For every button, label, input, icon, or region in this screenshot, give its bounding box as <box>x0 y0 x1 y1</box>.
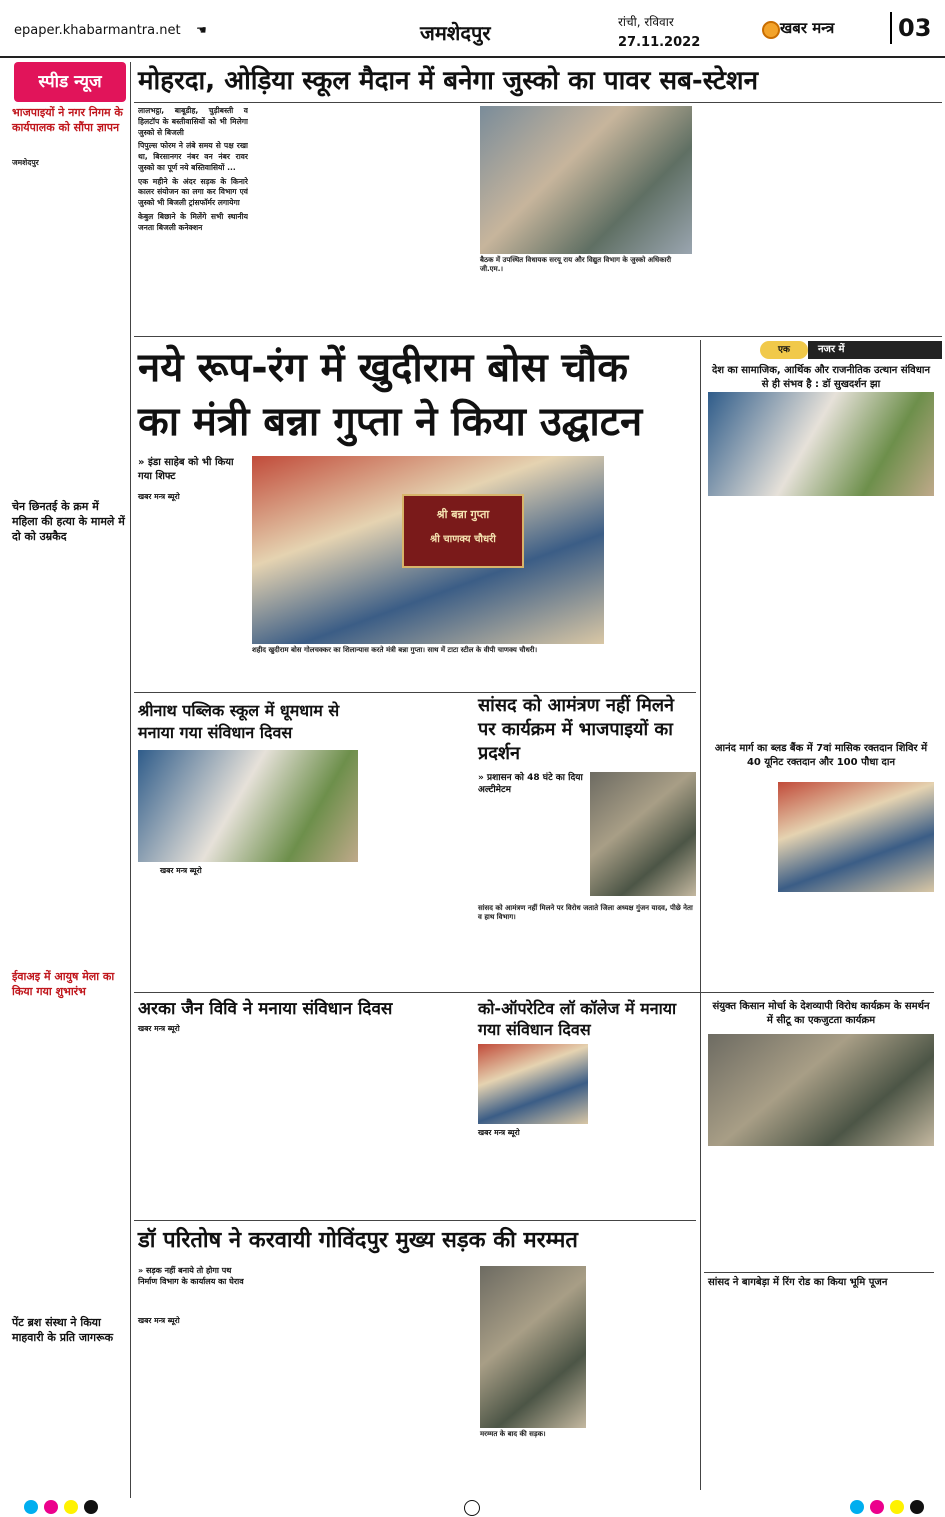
divider <box>134 1220 696 1221</box>
arka-body-col-2 <box>250 1040 356 1102</box>
lead-body-col-2 <box>252 106 362 332</box>
print-registration-bar <box>0 1498 945 1517</box>
left-headline-4: पेंट ब्रश संस्था ने किया माहवारी के प्रति जागरूक <box>12 1316 114 1344</box>
nazar-photo <box>708 392 934 496</box>
lead-bullets <box>138 106 248 236</box>
sansad-body-col-1 <box>478 820 586 904</box>
registration-dot-icon <box>64 1500 78 1514</box>
shrinath-photo <box>138 750 358 862</box>
left-column-text-2 <box>12 556 126 956</box>
edition-date: 27.11.2022 <box>618 35 701 50</box>
nazar-label: नजर में <box>808 341 942 359</box>
baghbera-body <box>708 1294 934 1490</box>
khudiram-body-col-2 <box>252 664 362 688</box>
khudiram-subhead: » इंडा साहेब को भी किया गया शिफ्ट <box>138 457 234 482</box>
inauguration-plaque <box>402 494 524 568</box>
divider <box>704 1272 934 1273</box>
divider <box>700 340 701 1490</box>
paritosh-headline: डॉ परितोष ने करवायी गोविंदपुर मुख्य सड़क की मरम्मत <box>138 1228 578 1253</box>
paritosh-subhead: » सड़क नहीं बनाये तो होगा पथ निर्माण विभाग के कार्यालय का घेराव <box>138 1266 244 1286</box>
shrinath-byline: खबर मन्त्र ब्यूरो <box>160 866 202 875</box>
arka-headline: अरका जैन विवि ने मनाया संविधान दिवस <box>138 999 393 1019</box>
masthead <box>0 0 945 58</box>
khudiram-body-col-1 <box>138 508 248 664</box>
kisan-headline: संयुक्त किसान मोर्चा के देशव्यापी विरोध कार्यक्रम के समर्थन में सीटू का एकजुटता कार्यक्रम <box>712 1001 930 1026</box>
arka-body-col-3 <box>360 1076 470 1216</box>
paritosh-body-col-4 <box>590 1266 696 1486</box>
sansad-body-col-3 <box>590 922 696 988</box>
lead-body-col-7 <box>816 106 936 332</box>
site-url[interactable]: epaper.khabarmantra.net <box>14 23 181 38</box>
arka-body-col-1 <box>138 1040 246 1216</box>
registration-dot-icon <box>850 1500 864 1514</box>
registration-dot-icon <box>84 1500 98 1514</box>
edition-city: जमशेदपुर <box>420 21 491 45</box>
lead-body-col-6 <box>698 106 810 332</box>
khudiram-byline: खबर मन्त्र ब्यूरो <box>138 492 180 501</box>
divider <box>134 102 942 103</box>
paritosh-body-col-1 <box>138 1330 248 1486</box>
page-number: 03 <box>890 12 931 44</box>
divider <box>134 692 696 693</box>
coop-body-col-2 <box>590 1044 696 1216</box>
speed-news-badge: स्पीड न्यूज <box>14 62 126 102</box>
paritosh-photo-caption: मरम्मत के बाद की सड़क। <box>480 1430 546 1438</box>
lead-body-col-4 <box>480 278 584 332</box>
khudiram-headline-2: का मंत्री बन्ना गुप्ता ने किया उद्घाटन <box>138 399 643 445</box>
left-headline-3: ईवाअइ में आयुष मेला का किया गया शुभारंभ <box>12 970 115 998</box>
sansad-photo-caption: सांसद को आमंत्रण नहीं मिलने पर विरोध जताते जिला अध्यक्ष गुंजन यादव, पीछे नेता व हाथ विभाग। <box>478 904 693 922</box>
plaque-name-1: श्री बन्ना गुप्ता <box>436 508 490 521</box>
left-headline-2: चेन छिनतई के क्रम में महिला की हत्या के मामले में दो को उम्रकैद <box>12 500 125 543</box>
divider <box>134 336 942 337</box>
shrinath-body-col-1 <box>138 878 248 988</box>
divider <box>134 992 934 993</box>
lead-bullet: एक महीने के अंदर सड़क के किनारे कालर संयोजन का लगा कर विभाग एवं जुस्को भी बिजली ट्रांसफॉर्मर लगायेगा <box>138 176 248 208</box>
paritosh-body-col-2 <box>252 1266 362 1486</box>
registration-dot-icon <box>24 1500 38 1514</box>
ek-nazar-tag: एक <box>760 341 808 359</box>
lead-photo-caption: बैठक में उपस्थित विधायक सरयू राय और विद्युत विभाग के जुस्को अधिकारी जी.एम.। <box>480 256 672 274</box>
coop-byline: खबर मन्त्र ब्यूरो <box>478 1128 520 1137</box>
arka-byline: खबर मन्त्र ब्यूरो <box>138 1024 180 1033</box>
lead-bullet: लालभट्ठा, बाबूडीह, चुड़ीबस्ती व हिलटॉप के बस्तीवासियों को भी मिलेगा जुस्को से बिजली <box>138 106 248 137</box>
anand-headline: आनंद मार्ग का ब्लड बैंक में 7वां मासिक रक्तदान शिविर में 40 यूनिट रक्तदान और 100 पौधा दान <box>714 743 928 768</box>
paritosh-body-col-3 <box>366 1266 476 1486</box>
khudiram-headline-1: नये रूप-रंग में खुदीराम बोस चौक <box>138 345 628 391</box>
sansad-headline: सांसद को आमंत्रण नहीं मिलने पर कार्यक्रम में भाजपाइयों का प्रदर्शन <box>478 695 675 764</box>
lead-body-col-5 <box>588 278 692 332</box>
anand-body-col-1 <box>708 782 774 892</box>
registration-crosshair-icon <box>464 1500 480 1516</box>
divider <box>130 62 131 1498</box>
left-column-text-4 <box>12 1352 126 1492</box>
anand-photo <box>778 782 934 892</box>
shrinath-body-col-2 <box>252 878 358 988</box>
paritosh-photo <box>480 1266 586 1428</box>
left-column-text-3 <box>12 1010 126 1310</box>
lead-body-col-1 <box>138 240 248 332</box>
sansad-photo <box>590 772 696 896</box>
sansad-body-col-2 <box>478 922 586 988</box>
edition-place-day: रांची, रविवार <box>618 15 674 29</box>
khudiram-body-col-3 <box>366 664 476 688</box>
shrinath-body-col-3 <box>362 700 472 988</box>
shrinath-headline: श्रीनाथ पब्लिक स्कूल में धूमधाम से मनाया गया संविधान दिवस <box>138 701 340 742</box>
brand-logo-icon <box>762 21 780 39</box>
registration-dot-icon <box>910 1500 924 1514</box>
cursor-icon: ☚ <box>196 23 207 37</box>
lead-photo <box>480 106 692 254</box>
coop-body-col-1 <box>478 1144 586 1216</box>
arka-body-col-4 <box>250 1106 356 1216</box>
brand-name: खबर मन्त्र <box>780 19 835 37</box>
coop-headline: को-ऑपरेटिव लॉ कॉलेज में मनाया गया संविधान दिवस <box>478 999 677 1039</box>
sansad-subhead: » प्रशासन को 48 घंटे का दिया अल्टीमेटम <box>478 773 583 796</box>
lead-body-col-3 <box>366 106 476 332</box>
registration-dot-icon <box>44 1500 58 1514</box>
anand-body-col-2 <box>708 896 934 988</box>
lead-bullet: पिपुल्स फोरम ने लंबे समय से पक्ष रखा था, बिरसानगर नंबर वन नंबर रावर जुस्को का पूर्ण नये बस्तिवासियों ... <box>138 141 248 172</box>
left-headline-1: भाजपाइयों ने नगर निगम के कार्यपालक को सौंपा ज्ञापन <box>12 106 123 134</box>
registration-dot-icon <box>890 1500 904 1514</box>
registration-dot-icon <box>870 1500 884 1514</box>
baghbera-headline: सांसद ने बागबेड़ा में रिंग रोड का किया भूमि पूजन <box>708 1277 888 1288</box>
kisan-photo <box>708 1034 934 1146</box>
left-dateline: जमशेदपुर <box>12 158 39 167</box>
kisan-body <box>708 1150 934 1268</box>
left-column-text-1 <box>12 158 126 498</box>
coop-photo <box>478 1044 588 1124</box>
paritosh-byline: खबर मन्त्र ब्यूरो <box>138 1316 180 1325</box>
plaque-name-2: श्री चाणक्य चौधरी <box>430 533 496 545</box>
khudiram-photo-caption: शहीद खुदीराम बोस गोलचक्कर का शिलान्यास करते मंत्री बन्ना गुप्ता। साथ में टाटा स्टील के वीपी चाणक्य चौधरी। <box>252 646 538 654</box>
lead-bullet: केबुल बिछाने के मिलेंगे सभी स्थानीय जनता बिजली कनेक्शन <box>138 212 248 232</box>
khudiram-body-col-5 <box>608 456 696 688</box>
lead-headline: मोहरदा, ओड़िया स्कूल मैदान में बनेगा जुस्को का पावर सब-स्टेशन <box>138 66 759 96</box>
khudiram-body-col-4 <box>480 664 604 688</box>
nazar-body <box>708 500 934 736</box>
nazar-headline: देश का सामाजिक, आर्थिक और राजनीतिक उत्थान संविधान से ही संभव है : डॉ सुखदर्शन झा <box>711 365 931 390</box>
